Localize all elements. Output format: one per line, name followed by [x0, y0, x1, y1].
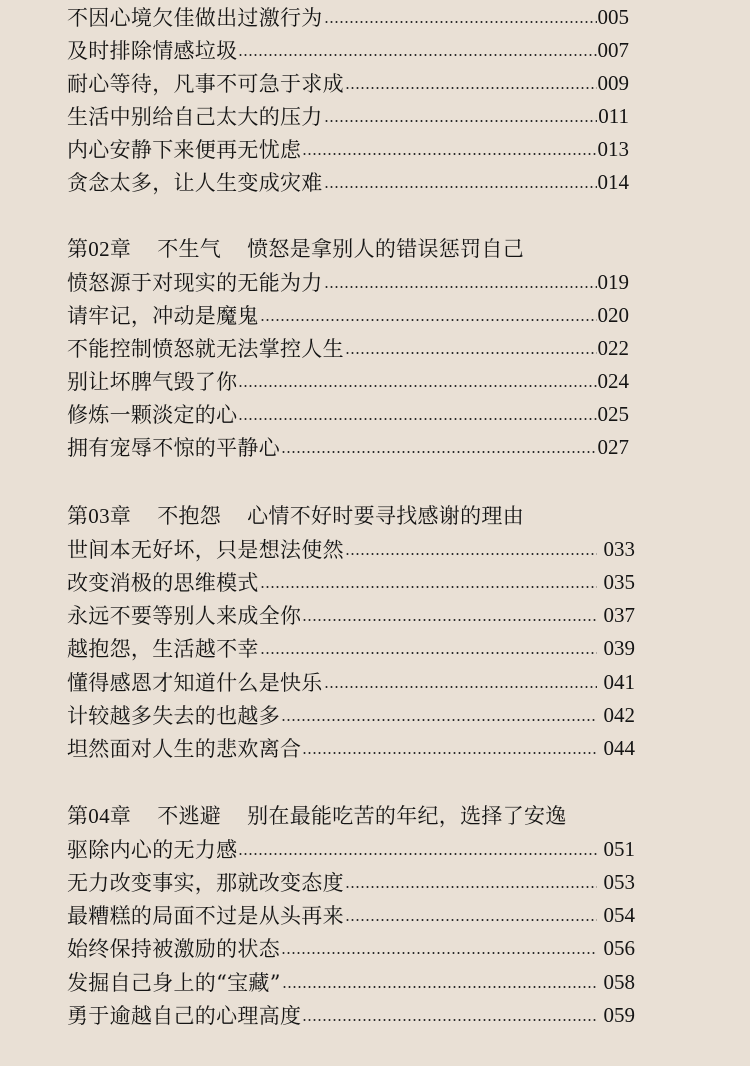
toc-entry-page: 039 [603, 635, 635, 660]
toc-entry-page: 027 [597, 434, 629, 459]
toc-entry-page: 058 [603, 969, 635, 994]
toc-entry-title: 驱除内心的无力感 [67, 838, 238, 862]
toc-entry-page: 037 [603, 602, 635, 627]
chapter-name: 不抱怨 [157, 504, 222, 528]
toc-entry[interactable] [67, 300, 629, 330]
toc-entry[interactable] [67, 101, 629, 131]
toc-entry-title: 不因心境欠佳做出过激行为 [67, 6, 323, 30]
chapter-name: 不逃避 [157, 804, 222, 828]
toc-entry-title: 请牢记，冲动是魔鬼 [67, 304, 259, 328]
toc-entry-title: 永远不要等别人来成全你 [67, 604, 302, 628]
toc-entry-page: 024 [597, 368, 629, 393]
toc-entry-title: 生活中别给自己太大的压力 [67, 105, 323, 129]
toc-entry[interactable] [67, 700, 635, 730]
toc-entry-page: 009 [597, 70, 629, 95]
dot-leader [324, 285, 597, 289]
toc-entry-title: 修炼一颗淡定的心 [67, 403, 238, 427]
toc-entry-title: 贪念太多，让人生变成灾难 [67, 171, 323, 195]
chapter-subtitle: 愤怒是拿别人的错误惩罚自己 [247, 237, 525, 261]
toc-entry[interactable] [67, 933, 635, 963]
toc-entry[interactable] [67, 1000, 635, 1030]
toc-entry[interactable] [67, 900, 635, 930]
toc-entry-page: 020 [597, 302, 629, 327]
toc-entry-title: 耐心等待，凡事不可急于求成 [67, 72, 344, 96]
dot-leader [302, 618, 596, 622]
chapter-heading[interactable] [67, 799, 567, 831]
toc-entry[interactable] [67, 2, 629, 32]
dot-leader [238, 53, 596, 57]
toc-entry[interactable] [67, 35, 629, 65]
toc-entry-page: 011 [598, 103, 629, 128]
dot-leader [324, 20, 597, 24]
toc-entry-title: 改变消极的思维模式 [67, 571, 259, 595]
dot-leader [324, 685, 597, 689]
chapter-subtitle: 心情不好时要寻找感谢的理由 [247, 504, 525, 528]
chapter-heading[interactable] [67, 232, 524, 264]
toc-entry-page: 014 [597, 169, 629, 194]
toc-entry-page: 007 [597, 37, 629, 62]
toc-entry[interactable] [67, 633, 635, 663]
toc-entry[interactable] [67, 567, 635, 597]
toc-entry[interactable] [67, 134, 629, 164]
dot-leader [260, 651, 597, 655]
toc-entry-title: 勇于逾越自己的心理高度 [67, 1004, 302, 1028]
toc-entry-title: 内心安静下来便再无忧虑 [67, 138, 302, 162]
toc-entry-title: 坦然面对人生的悲欢离合 [67, 737, 302, 761]
toc-entry[interactable] [67, 667, 635, 697]
toc-entry[interactable] [67, 834, 635, 864]
chapter-label: 第02章 [67, 237, 132, 261]
dot-leader [260, 585, 597, 589]
chapter-label: 第04章 [67, 804, 132, 828]
dot-leader [324, 185, 597, 189]
toc-entry[interactable] [67, 432, 629, 462]
dot-leader [302, 152, 596, 156]
dot-leader [238, 852, 596, 856]
toc-entry[interactable] [67, 967, 635, 997]
dot-leader [302, 1018, 596, 1022]
toc-entry[interactable] [67, 733, 635, 763]
toc-entry-title: 不能控制愤怒就无法掌控人生 [67, 337, 344, 361]
toc-entry-page: 042 [603, 702, 635, 727]
toc-entry-title: 懂得感恩才知道什么是快乐 [67, 671, 323, 695]
toc-entry-title: 及时排除情感垃圾 [67, 39, 238, 63]
toc-entry-page: 051 [603, 836, 635, 861]
dot-leader [302, 751, 596, 755]
toc-entry[interactable] [67, 366, 629, 396]
dot-leader [345, 552, 597, 556]
toc-entry-page: 035 [603, 569, 635, 594]
dot-leader [281, 718, 597, 722]
chapter-label: 第03章 [67, 504, 132, 528]
dot-leader [260, 318, 597, 322]
toc-entry-title: 发掘自己身上的“宝藏” [67, 971, 281, 995]
dot-leader [282, 985, 597, 989]
toc-entry-page: 022 [597, 335, 629, 360]
toc-entry-page: 054 [603, 902, 635, 927]
dot-leader [345, 86, 597, 90]
dot-leader [281, 450, 597, 454]
toc-entry-title: 越抱怨，生活越不幸 [67, 637, 259, 661]
dot-leader [345, 918, 597, 922]
toc-entry-title: 别让坏脾气毁了你 [67, 370, 238, 394]
toc-entry[interactable] [67, 167, 629, 197]
toc-entry-title: 世间本无好坏，只是想法使然 [67, 538, 344, 562]
toc-entry-page: 033 [603, 536, 635, 561]
toc-entry[interactable] [67, 68, 629, 98]
toc-entry-title: 拥有宠辱不惊的平静心 [67, 436, 280, 460]
toc-entry-page: 025 [597, 401, 629, 426]
toc-entry-title: 愤怒源于对现实的无能为力 [67, 271, 323, 295]
dot-leader [238, 417, 596, 421]
toc-entry-page: 056 [603, 935, 635, 960]
toc-entry-title: 无力改变事实，那就改变态度 [67, 871, 344, 895]
toc-entry[interactable] [67, 867, 635, 897]
toc-entry[interactable] [67, 399, 629, 429]
toc-entry-title: 始终保持被激励的状态 [67, 937, 280, 961]
toc-entry-page: 059 [603, 1002, 635, 1027]
toc-entry-page: 044 [603, 735, 635, 760]
chapter-subtitle: 别在最能吃苦的年纪，选择了安逸 [247, 804, 567, 828]
dot-leader [345, 351, 597, 355]
toc-entry-page: 013 [597, 136, 629, 161]
toc-entry[interactable] [67, 267, 629, 297]
dot-leader [324, 119, 598, 123]
toc-entry[interactable] [67, 600, 635, 630]
dot-leader [238, 384, 596, 388]
toc-entry-page: 005 [597, 4, 629, 29]
toc-entry-title: 计较越多失去的也越多 [67, 704, 280, 728]
toc-entry-page: 041 [603, 669, 635, 694]
toc-entry-page: 053 [603, 869, 635, 894]
toc-entry[interactable] [67, 333, 629, 363]
toc-entry-title: 最糟糕的局面不过是从头再来 [67, 904, 344, 928]
dot-leader [281, 951, 597, 955]
toc-entry[interactable] [67, 534, 635, 564]
dot-leader [345, 885, 597, 889]
toc-entry-page: 019 [597, 269, 629, 294]
chapter-name: 不生气 [157, 237, 222, 261]
chapter-heading[interactable] [67, 499, 524, 531]
